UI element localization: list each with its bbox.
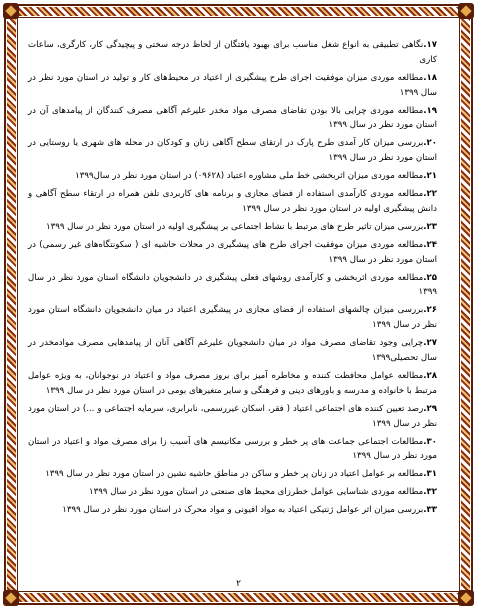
list-item xyxy=(28,136,437,166)
item-text: رصد تعیین کننده های اجتماعی اعتیاد ( فقر، اسکان غیررسمی، نابرابری، سرمایه اجتماعی و ...) در استان مورد نظر در سال ۱۳۹۹ xyxy=(28,403,437,429)
item-number: ۲۹. xyxy=(423,403,437,414)
item-number: ۲۴. xyxy=(423,239,437,250)
corner-ornament xyxy=(458,590,474,606)
corner-ornament xyxy=(3,590,19,606)
item-text: نگاهی تطبیقی به انواع شغل مناسب برای بهبود یافتگان از لحاظ درجه سختی و پیچیدگی کار، کارگری، ساعات کاری xyxy=(28,40,437,65)
item-text: چرایی وجود تقاضای مصرف مواد در میان دانشجویان علیرغم آگاهی آنان از پیامدهایی مصرف موادمخدر در سال تحصیلی۱۳۹۹ xyxy=(28,338,437,364)
item-number: ۱۷. xyxy=(423,40,437,50)
item-number: ۲۱. xyxy=(423,171,437,182)
item-text: مطالعه موردی چرایی بالا بودن تقاضای مصرف مواد مخدر علیرغم آگاهی مصرف کنندگان از پیامدهای آن در استان مورد نظر در سال ۱۳۹۹ xyxy=(28,105,437,131)
item-text: مطالعه موردی میزان موفقیت اجرای طرح پیشگیری از اعتیاد در محیط‌های کار و تولید در استان مورد نظر در سال ۱۳۹۹ xyxy=(28,72,437,98)
item-text: مطالعات اجتماعی جماعت های پر خطر و بررسی مکانیسم های آسیب زا برای مصرف مواد و اعتیاد در استان مورد نظر در سال ۱۳۹۹ xyxy=(28,436,437,462)
item-number: ۳۰. xyxy=(423,436,437,447)
item-text: مطالعه موردی میزان موفقیت اجرای طرح های پیشگیری در محلات حاشیه ای ( سکونتگاه‌های غیر رسمی) در استان مورد نظر در سال ۱۳۹۹ xyxy=(28,239,437,265)
item-number: ۲۵. xyxy=(423,272,437,283)
list-item xyxy=(28,220,437,235)
item-text: بررسی میزان اثر عوامل ژنتیکی اعتیاد به مواد افیونی و مواد محرک در استان مورد نظر در سال ۱۳۹۹ xyxy=(62,505,424,516)
list-item xyxy=(28,71,437,101)
list-item xyxy=(28,38,437,68)
item-text: بررسی میزان چالشهای استفاده از فضای مجازی در پیشگیری اعتیاد در میان دانشجویان دانشگاه استان مورد نظر در سال ۱۳۹۹ xyxy=(28,305,437,331)
item-number: ۲۰. xyxy=(423,138,437,149)
item-number: ۲۸. xyxy=(423,371,437,381)
item-number: ۱۹. xyxy=(423,105,437,116)
corner-ornament xyxy=(458,3,474,19)
list-item xyxy=(28,104,437,134)
list-item xyxy=(28,238,437,268)
list-item xyxy=(28,271,437,301)
list-item xyxy=(28,187,437,217)
item-text: مطالعه موردی میزان اثربخشی خط ملی مشاوره اعتیاد (۰۹۶۲۸) در استان مورد نظر در سال۱۳۹۹ xyxy=(75,171,424,182)
list-item xyxy=(28,303,437,333)
item-number: ۲۷. xyxy=(423,338,437,349)
item-number: ۲۶. xyxy=(423,305,437,316)
item-number: ۳۱. xyxy=(423,469,437,480)
item-text: مطالعه بر عوامل اعتیاد در زنان پر خطر و ساکن در مناطق حاشیه نشین در استان مورد نظر در سال ۱۳۹۹ xyxy=(45,469,424,480)
item-text: مطالعه موردی کارآمدی استفاده از فضای مجازی و برنامه های کاربردی تلفن همراه در ارتقاء سطح آگاهی و دانش پیشگیری اولیه در استان مورد نظر در سال ۱۳۹۹ xyxy=(28,189,437,214)
list-item xyxy=(28,336,437,366)
list-item xyxy=(28,402,437,432)
corner-ornament xyxy=(3,3,19,19)
item-text: مطالعه عوامل محافظت کننده و مخاطره آمیز برای بروز مصرف مواد و اعتیاد در نوجوانان، به ویژه عوامل مرتبط با خانواده و مدرسه و باورهای دینی و فرهنگی و سایر متغیرهای بومی در استان مورد نظر در سال ۱۳۹۹ xyxy=(28,371,437,396)
item-number: ۳۳. xyxy=(423,505,437,516)
list-item xyxy=(28,485,437,500)
page-number: ۲ xyxy=(236,579,241,589)
list-item xyxy=(28,435,437,465)
item-number: ۱۸. xyxy=(423,72,437,83)
item-text: مطالعه موردی اثربخشی و کارآمدی روشهای فعلی پیشگیری در دانشجویان دانشگاه استان مورد نظر در سال ۱۳۹۹ xyxy=(28,272,437,298)
item-text: بررسی میزان تاثیر طرح های مرتبط با نشاط اجتماعی بر پیشگیری اولیه در استان مورد نظر در سال ۱۳۹۹ xyxy=(45,221,424,232)
list-item xyxy=(28,169,437,184)
item-number: ۳۲. xyxy=(423,487,437,498)
item-number: ۲۳. xyxy=(423,221,437,232)
item-text: بررسی میزان کار آمدی طرح پارک در ارتقای سطح آگاهی زنان و کودکان در محله های شهری یا روستایی در استان مورد نظر در سال ۱۳۹۹ xyxy=(28,138,437,164)
item-number: ۲۲. xyxy=(423,189,437,200)
topic-list xyxy=(28,38,437,585)
list-item xyxy=(28,467,437,482)
list-item xyxy=(28,369,437,399)
item-text: مطالعه موردی شناسایی عوامل خطرزای محیط های صنعتی در استان مورد نظر در سال ۱۳۹۹ xyxy=(89,487,424,498)
list-item xyxy=(28,503,437,518)
